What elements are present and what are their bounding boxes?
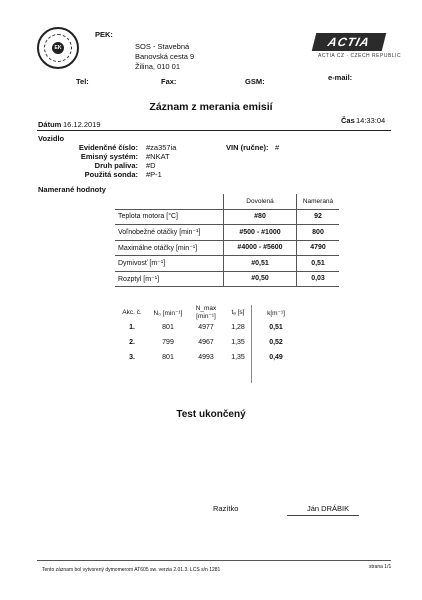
accel-spacer <box>115 365 252 383</box>
row-measured: 0,03 <box>297 271 340 287</box>
row-measured: 92 <box>297 209 340 225</box>
date-label: Dátum <box>38 120 62 129</box>
table-row <box>115 320 300 335</box>
measurements-section-title: Namerané hodnoty <box>38 185 106 194</box>
actia-logo-subtitle: ACTIA CZ · CZECH REPUBLIC <box>318 53 402 59</box>
table-row <box>115 240 339 256</box>
stamp-label: Razítko <box>213 504 239 513</box>
accel-cell: 3. <box>129 354 135 361</box>
row-name: Teplota motora [°C] <box>118 213 178 221</box>
accel-cell: 0,49 <box>269 354 283 361</box>
pek-label: PEK: <box>95 30 113 39</box>
row-measured: 0,51 <box>297 256 340 272</box>
row-allowed: #80 <box>224 209 297 225</box>
row-name: Maximálne otáčky [min⁻¹] <box>118 244 198 252</box>
registration-label: Evidenčné číslo: <box>78 143 138 152</box>
accel-header: tₐ [s] <box>231 309 245 316</box>
title-divider <box>37 130 391 131</box>
page-number: strana 1/1 <box>369 564 392 570</box>
emission-system-value: #NKAT <box>146 152 170 161</box>
time-label: Čas <box>341 116 355 125</box>
tel-label: Tel: <box>76 77 89 86</box>
row-allowed: #0,50 <box>224 271 297 287</box>
vin-value: # <box>275 143 280 152</box>
header-allowed: Dovolená <box>224 194 297 209</box>
accel-cell: 2. <box>129 339 135 346</box>
signature-line <box>287 515 359 516</box>
accel-header: N_max [min⁻¹] <box>195 305 217 320</box>
table-row <box>115 209 339 225</box>
table-row <box>115 225 339 241</box>
accel-cell: 4967 <box>198 339 214 346</box>
footer-divider <box>37 560 391 561</box>
accel-cell: 801 <box>162 324 174 331</box>
company-line-3: Žilina, 010 01 <box>135 62 181 71</box>
inspection-stamp-logo <box>37 27 79 69</box>
time-value: 14:33:04 <box>356 116 386 125</box>
accel-cell: 4977 <box>198 324 214 331</box>
registration-value: #za357ia <box>146 143 177 152</box>
fuel-type-label: Druh paliva: <box>94 161 138 170</box>
date-value: 16.12.2019 <box>63 120 101 129</box>
accel-header: k[m⁻¹] <box>267 309 285 317</box>
company-line-2: Banovská cesta 9 <box>135 52 195 61</box>
table-row <box>115 256 339 272</box>
header-measured: Nameraná <box>297 194 340 209</box>
vehicle-section-title: Vozidlo <box>38 134 65 143</box>
row-measured: 800 <box>297 225 340 241</box>
row-measured: 4790 <box>297 240 340 256</box>
probe-label: Použitá sonda: <box>84 170 138 179</box>
accel-cell: 0,52 <box>269 339 283 346</box>
row-name: Dymivosť [m⁻¹] <box>118 260 166 268</box>
measurements-table <box>115 194 339 287</box>
row-allowed: #0,51 <box>224 256 297 272</box>
measurements-header-blank <box>115 194 224 209</box>
row-name: Rozptyl [m⁻¹] <box>118 275 160 283</box>
table-row <box>115 271 339 287</box>
accel-cell: 801 <box>162 354 174 361</box>
email-label: e-mail: <box>328 73 353 82</box>
accel-cell: 1,35 <box>231 354 245 361</box>
accel-spacer-row <box>115 365 300 383</box>
row-allowed: #500 - #1000 <box>224 225 297 241</box>
accel-cell: 1,28 <box>231 324 245 331</box>
accel-cell: 4993 <box>198 354 214 361</box>
test-status: Test ukončený <box>176 409 246 420</box>
report-title: Záznam z merania emisií <box>149 101 273 113</box>
gsm-label: GSM: <box>245 77 265 86</box>
accel-header: Akc. č. <box>122 309 142 316</box>
stamp-center: EK <box>52 42 64 54</box>
emission-system-label: Emisný systém: <box>80 152 138 161</box>
table-row <box>115 335 300 350</box>
accel-cell: 1. <box>129 324 135 331</box>
accel-cell: 0,51 <box>269 324 283 331</box>
row-allowed: #4000 - #5600 <box>224 240 297 256</box>
accel-cell: 799 <box>162 339 174 346</box>
actia-logo: ACTIA <box>312 33 386 51</box>
fax-label: Fax: <box>161 77 177 86</box>
accel-header: N₀ [min⁻¹] <box>153 309 183 317</box>
footer-note: Tento záznam bol vytvorený dymomerom AT605 sw. verzia 2.01.3. LCS s/n 1281 <box>42 567 221 573</box>
vin-label: VIN (ručne): <box>226 143 269 152</box>
row-name: Voľnobežné otáčky [min⁻¹] <box>118 229 201 237</box>
technician-name: Ján DRÁBIK <box>307 504 350 513</box>
fuel-type-value: #D <box>146 161 156 170</box>
table-row <box>115 350 300 365</box>
company-line-1: SOS - Stavebná <box>135 42 190 51</box>
accel-spacer <box>252 365 300 383</box>
acceleration-table <box>115 305 300 383</box>
probe-value: #P-1 <box>146 170 162 179</box>
accel-cell: 1,35 <box>231 339 245 346</box>
